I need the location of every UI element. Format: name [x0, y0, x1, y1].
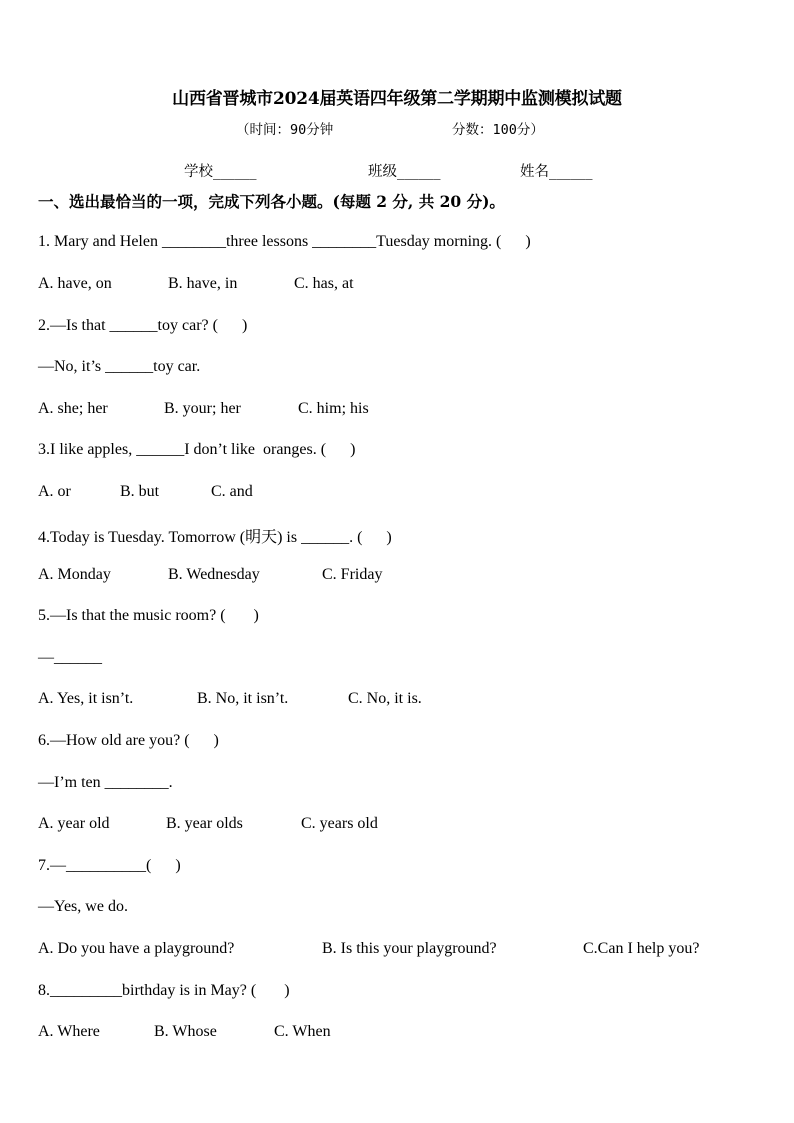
q7-option-b: B. Is this your playground?	[322, 940, 497, 957]
q3-option-a: A. or	[38, 483, 71, 500]
q1-option-b: B. have, in	[168, 275, 238, 292]
question-8-stem: 8._________birthday is in May? ( )	[38, 982, 290, 999]
q6-option-a: A. year old	[38, 815, 110, 832]
question-7-answer-line: —Yes, we do.	[38, 898, 128, 915]
q6-option-c: C. years old	[301, 815, 378, 832]
question-1-stem: 1. Mary and Helen ________three lessons ________Tuesday morning. ( )	[38, 233, 531, 250]
school-field: 学校______	[184, 164, 257, 180]
q5-option-b: B. No, it isn’t.	[197, 690, 289, 707]
q2-option-a: A. she; her	[38, 400, 108, 417]
q6-option-b: B. year olds	[166, 815, 243, 832]
question-5-answer-line: —______	[38, 649, 102, 666]
q2-option-b: B. your; her	[164, 400, 241, 417]
exam-score: 分数：100分）	[452, 122, 544, 138]
q3-option-c: C. and	[211, 483, 253, 500]
q7-option-a: A. Do you have a playground?	[38, 940, 235, 957]
q4-option-c: C. Friday	[322, 566, 383, 583]
q4-option-b: B. Wednesday	[168, 566, 260, 583]
question-2-stem: 2.—Is that ______toy car? ( )	[38, 317, 248, 334]
q5-option-a: A. Yes, it isn’t.	[38, 690, 134, 707]
question-7-stem: 7.—__________( )	[38, 857, 181, 874]
q3-option-b: B. but	[120, 483, 160, 500]
name-field: 姓名______	[520, 164, 593, 180]
q2-option-c: C. him; his	[298, 400, 369, 417]
question-6-stem: 6.—How old are you? ( )	[38, 732, 219, 749]
q8-option-c: C. When	[274, 1023, 331, 1040]
q4-option-a: A. Monday	[38, 566, 111, 583]
q8-option-b: B. Whose	[154, 1023, 217, 1040]
question-5-stem: 5.—Is that the music room? ( )	[38, 607, 259, 624]
q1-option-a: A. have, on	[38, 275, 112, 292]
q8-option-a: A. Where	[38, 1023, 100, 1040]
exam-time: （时间：90分钟	[236, 122, 334, 138]
question-6-answer-line: —I’m ten ________.	[38, 774, 173, 791]
section-heading: 一、选出最恰当的一项，完成下列各小题。(每题 2 分, 共 20 分)。	[38, 192, 505, 211]
question-4-stem: 4.Today is Tuesday. Tomorrow (明天) is ______. ( )	[38, 529, 392, 546]
question-3-stem: 3.I like apples, ______I don’t like oranges. ( )	[38, 441, 356, 458]
q1-option-c: C. has, at	[294, 275, 354, 292]
question-2-answer-line: —No, it’s ______toy car.	[38, 358, 201, 375]
exam-title: 山西省晋城市2024届英语四年级第二学期期中监测模拟试题	[172, 89, 622, 109]
class-field: 班级______	[368, 164, 441, 180]
q5-option-c: C. No, it is.	[348, 690, 422, 707]
q7-option-c: C.Can I help you?	[583, 940, 700, 957]
